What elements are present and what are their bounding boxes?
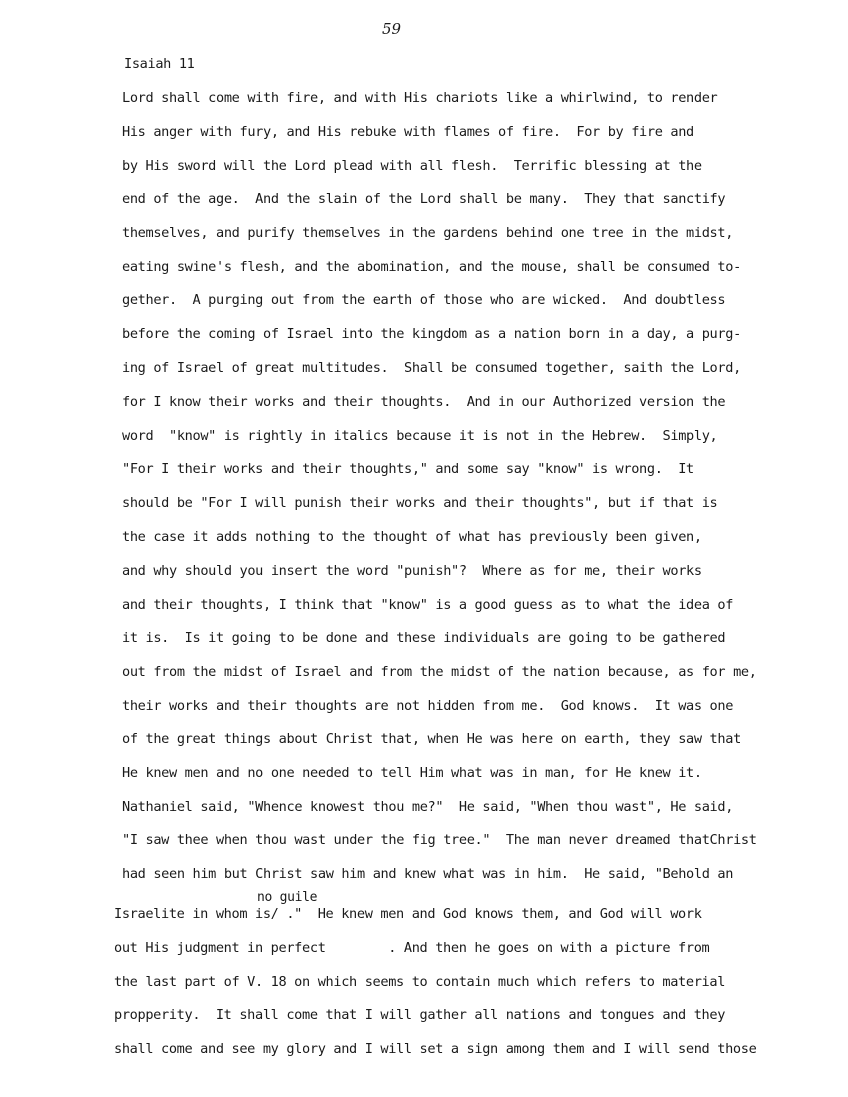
text-line: word "know" is rightly in italics because it is not in the Hebrew. Simply, — [122, 428, 718, 444]
section-heading: Isaiah 11 — [124, 56, 195, 72]
text-line: Nathaniel said, "Whence knowest thou me?" He said, "When thou wast", He said, — [122, 799, 734, 815]
text-line: and their thoughts, I think that "know" is a good guess as to what the idea of — [122, 597, 734, 613]
text-line: "For I their works and their thoughts," and some say "know" is wrong. It — [122, 461, 694, 477]
text-line: gether. A purging out from the earth of those who are wicked. And doubtless — [122, 292, 726, 308]
page-number: 59 — [382, 20, 402, 38]
text-line: the case it adds nothing to the thought of what has previously been given, — [122, 529, 702, 545]
text-line: "I saw thee when thou wast under the fig tree." The man never dreamed thatChrist — [122, 832, 757, 848]
text-line: for I know their works and their thoughts. And in our Authorized version the — [122, 394, 726, 410]
text-line: eating swine's flesh, and the abomination, and the mouse, shall be consumed to- — [122, 259, 741, 275]
text-line: Lord shall come with fire, and with His chariots like a whirlwind, to render — [122, 90, 718, 106]
text-line: shall come and see my glory and I will set a sign among them and I will send those — [114, 1041, 757, 1057]
text-line: themselves, and purify themselves in the gardens behind one tree in the midst, — [122, 225, 734, 241]
text-line: propperity. It shall come that I will gather all nations and tongues and they — [114, 1007, 726, 1023]
text-line: His anger with fury, and His rebuke with flames of fire. For by fire and — [122, 124, 694, 140]
text-line: ing of Israel of great multitudes. Shall be consumed together, saith the Lord, — [122, 360, 741, 376]
text-line: of the great things about Christ that, when He was here on earth, they saw that — [122, 731, 741, 747]
text-line: out from the midst of Israel and from the midst of the nation because, as for me, — [122, 664, 757, 680]
text-line: had seen him but Christ saw him and knew what was in him. He said, "Behold an — [122, 866, 734, 882]
interlinear-insert: no guile — [257, 890, 318, 905]
text-line: should be "For I will punish their works and their thoughts", but if that is — [122, 495, 718, 511]
text-line: before the coming of Israel into the kingdom as a nation born in a day, a purg- — [122, 326, 741, 342]
text-line: the last part of V. 18 on which seems to contain much which refers to material — [114, 974, 726, 990]
text-line: by His sword will the Lord plead with all flesh. Terrific blessing at the — [122, 158, 702, 174]
text-line: it is. Is it going to be done and these individuals are going to be gathered — [122, 630, 726, 646]
text-line: Israelite in whom is/ ." He knew men and God knows them, and God will work — [114, 906, 702, 922]
text-line: and why should you insert the word "punish"? Where as for me, their works — [122, 563, 702, 579]
text-line: He knew men and no one needed to tell Him what was in man, for He knew it. — [122, 765, 702, 781]
text-line: end of the age. And the slain of the Lord shall be many. They that sanctify — [122, 191, 726, 207]
text-line: out His judgment in perfect . And then he goes on with a picture from — [114, 940, 710, 956]
text-line: their works and their thoughts are not hidden from me. God knows. It was one — [122, 698, 734, 714]
